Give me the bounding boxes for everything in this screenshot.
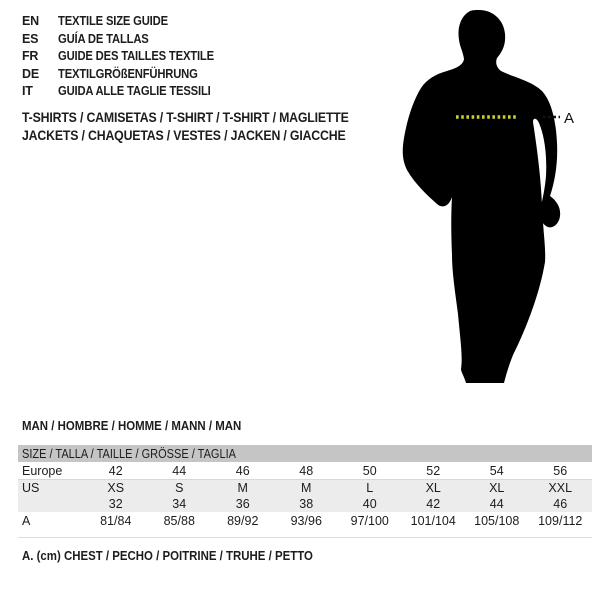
size-value-cell: 42 xyxy=(426,497,441,511)
size-value-cell: 52 xyxy=(426,463,441,478)
size-value-cell: 46 xyxy=(235,463,250,478)
size-table-row xyxy=(18,480,592,496)
size-value-cell: 81/84 xyxy=(100,514,132,528)
language-row xyxy=(22,48,231,66)
category-lines xyxy=(22,108,393,144)
size-value-cell: 56 xyxy=(553,463,568,478)
size-row-label: US xyxy=(22,481,40,495)
language-row xyxy=(22,66,231,84)
size-value-cell: 32 xyxy=(108,497,123,511)
table-bottom-rule xyxy=(18,537,592,538)
size-value-cell: 85/88 xyxy=(163,514,195,528)
language-code: FR xyxy=(22,49,39,64)
size-value-cell: S xyxy=(175,481,184,495)
size-value-cell: 34 xyxy=(172,497,187,511)
man-silhouette xyxy=(403,10,560,383)
size-value-cell: 97/100 xyxy=(350,514,389,528)
size-value-cell: M xyxy=(237,481,248,495)
measurement-footnote-text: A. (cm) CHEST / PECHO / POITRINE / TRUHE / PETTO xyxy=(22,548,313,563)
size-value-cell: XL xyxy=(489,481,505,495)
size-value-cell: 46 xyxy=(553,497,568,511)
size-value-cell: 109/112 xyxy=(538,514,583,528)
language-label: TEXTILE SIZE GUIDE xyxy=(58,14,168,28)
size-value-cell: 101/104 xyxy=(410,514,456,528)
measure-label-a: A xyxy=(564,110,575,127)
section-title-man xyxy=(22,418,271,433)
language-list xyxy=(22,13,231,101)
size-value-cell: 89/92 xyxy=(227,514,259,528)
size-value-cell: 36 xyxy=(235,497,250,511)
size-value-cell: L xyxy=(366,481,374,495)
language-code: EN xyxy=(22,14,39,28)
size-value-cell: 42 xyxy=(108,463,123,478)
size-row-label: Europe xyxy=(22,463,63,478)
language-row xyxy=(22,13,231,31)
size-value-cell: 105/108 xyxy=(474,514,520,528)
size-table-header-text: SIZE / TALLA / TAILLE / GRÖSSE / TAGLIA xyxy=(22,446,236,461)
language-code: IT xyxy=(22,84,33,99)
language-label: GUIDE DES TAILLES TEXTILE xyxy=(58,49,214,64)
size-value-cell: 44 xyxy=(489,497,504,511)
category-tshirts: T-SHIRTS / CAMISETAS / T-SHIRT / T-SHIRT / MAGLIETTE xyxy=(22,109,349,125)
size-table-row xyxy=(18,462,592,480)
size-value-cell: XXL xyxy=(548,481,573,495)
size-value-cell: M xyxy=(301,481,312,495)
measurement-footnote xyxy=(22,548,353,563)
section-title-text: MAN / HOMBRE / HOMME / MANN / MAN xyxy=(22,418,242,433)
size-value-cell: 40 xyxy=(362,497,377,511)
category-jackets: JACKETS / CHAQUETAS / VESTES / JACKEN / GIACCHE xyxy=(22,127,346,143)
language-row xyxy=(22,31,231,49)
language-code: DE xyxy=(22,66,39,81)
size-value-cell: 93/96 xyxy=(290,514,322,528)
size-row-label: A xyxy=(22,514,31,528)
size-value-cell: 38 xyxy=(299,497,314,511)
size-value-cell: XL xyxy=(425,481,441,495)
size-table-header xyxy=(18,445,592,462)
language-label: TEXTILGRÖßENFÜHRUNG xyxy=(58,66,198,81)
man-silhouette-figure xyxy=(390,5,590,395)
language-label: GUÍA DE TALLAS xyxy=(58,31,149,46)
size-value-cell: 48 xyxy=(299,463,314,478)
size-table-row xyxy=(18,496,592,512)
size-value-cell: 50 xyxy=(362,463,377,478)
size-value-cell: 44 xyxy=(172,463,187,478)
size-table xyxy=(18,445,592,530)
language-row xyxy=(22,83,231,101)
language-code: ES xyxy=(22,31,39,46)
language-label: GUIDA ALLE TAGLIE TESSILI xyxy=(58,84,211,99)
size-table-row xyxy=(18,512,592,530)
size-value-cell: XS xyxy=(107,481,125,495)
size-value-cell: 54 xyxy=(489,463,504,478)
